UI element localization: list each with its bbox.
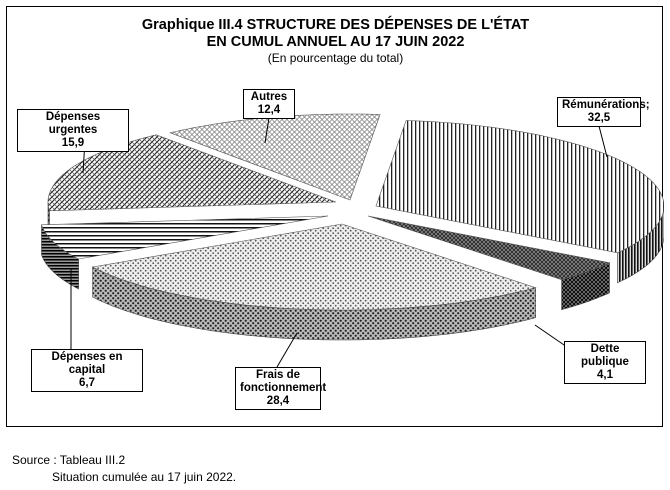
source-date-note: Situation cumulée au 17 juin 2022. xyxy=(52,470,237,484)
callout-autres xyxy=(243,89,295,119)
callout-capital-value: 6,7 xyxy=(79,377,95,389)
callout-dette-publique-value: 4,1 xyxy=(597,369,613,381)
leader-line-dette-publique xyxy=(535,325,567,347)
callout-depenses-urgentes xyxy=(17,109,129,152)
source-note: Source : Tableau III.2 xyxy=(12,453,126,467)
chart-subtitle: (En pourcentage du total) xyxy=(267,51,404,65)
callout-frais-label-2: fonctionnement xyxy=(240,382,327,394)
callout-dette-publique-label: Dette publique xyxy=(581,343,629,368)
chart-title-line1: Graphique III.4 STRUCTURE DES DÉPENSES DE L'ÉTAT xyxy=(141,17,530,33)
callout-dette-publique xyxy=(564,341,646,384)
callout-depenses-capital xyxy=(31,349,143,392)
callout-frais-label-1: Frais de xyxy=(255,369,301,381)
callout-urgentes-value: 15,9 xyxy=(61,137,85,149)
callout-autres-value: 12,4 xyxy=(257,104,281,116)
chart-title-line2: EN CUMUL ANNUEL AU 17 JUIN 2022 xyxy=(206,34,465,50)
callout-capital-label: Dépenses en capital xyxy=(51,351,123,376)
callout-remunerations-value: 32,5 xyxy=(587,112,611,124)
callout-remunerations-label: Rémunérations; xyxy=(562,99,650,111)
callout-urgentes-label: Dépenses urgentes xyxy=(45,111,101,136)
callout-autres-label: Autres xyxy=(250,91,288,103)
callout-remunerations xyxy=(557,97,650,127)
callout-frais-value: 28,4 xyxy=(266,395,290,407)
chart-frame xyxy=(6,6,663,427)
callout-frais-fonctionnement xyxy=(235,367,327,410)
